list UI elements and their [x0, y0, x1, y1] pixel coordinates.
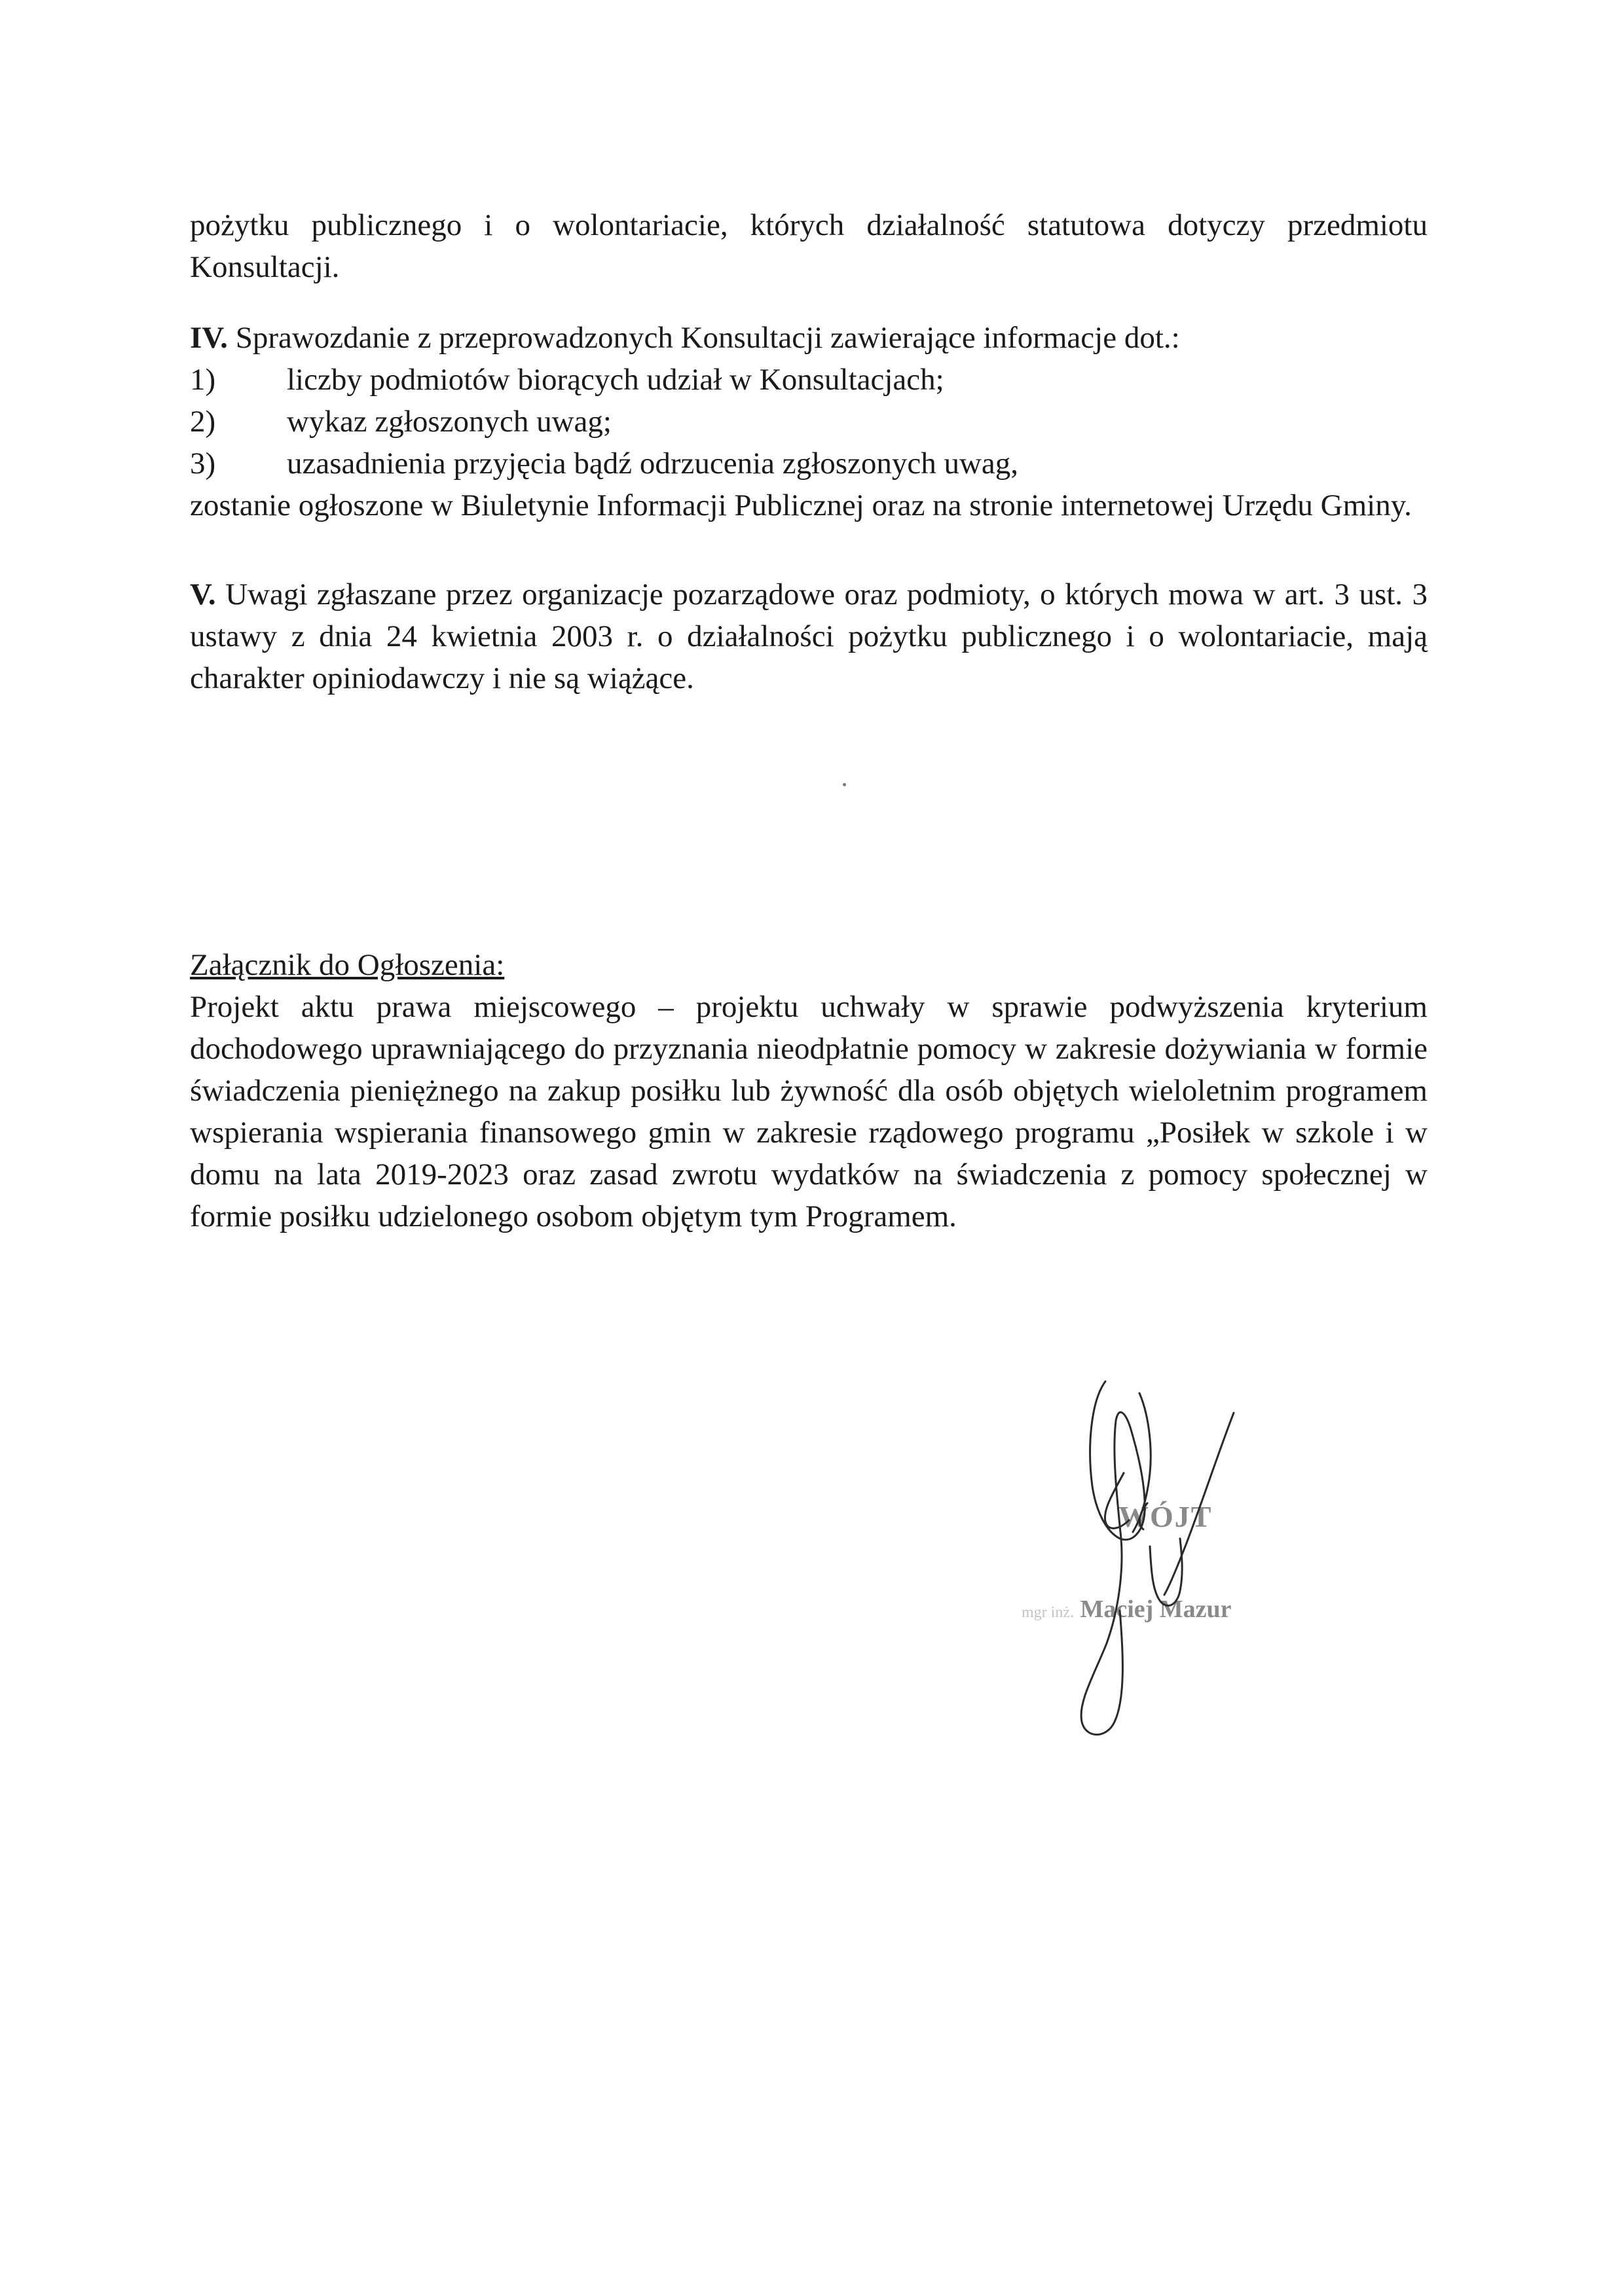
- stray-dot: [843, 783, 846, 786]
- stamp-title: WÓJT: [1118, 1500, 1213, 1533]
- stamp-name-text: Maciej Mazur: [1080, 1595, 1232, 1623]
- section-v-text: Uwagi zgłaszane przez organizacje pozarządowe oraz podmioty, o których mowa w art. 3 ust. 3 ustawy z dnia 24 kwietnia 2003 r. o działalności pożytku publicznego i o wolontariacie, mają charakter opiniodawczy i nie są wiążące.: [190, 577, 1428, 695]
- section-iv-number: IV.: [190, 321, 228, 355]
- section-iv-lead: [190, 317, 1428, 359]
- section-iv: [190, 317, 1428, 526]
- intro-text: pożytku publicznego i o wolontariacie, których działalność statutowa dotyczy przedmiotu Konsultacji.: [190, 208, 1428, 284]
- section-iv-closing: zostanie ogłoszone w Biuletynie Informacji Publicznej oraz na stronie internetowej Urzędu Gminy.: [190, 488, 1412, 522]
- signature-block: [1008, 1375, 1375, 1741]
- intro-paragraph: [190, 204, 1428, 288]
- section-v-number: V.: [190, 577, 216, 611]
- list-item: [190, 443, 1428, 484]
- list-item-text: wykaz zgłoszonych uwag;: [287, 405, 612, 439]
- list-item-number: 1): [190, 363, 216, 397]
- attachment-section: [190, 944, 1428, 1237]
- list-item-text: liczby podmiotów biorących udział w Konsultacjach;: [287, 363, 944, 397]
- section-v: [190, 574, 1428, 699]
- attachment-title: Załącznik do Ogłoszenia:: [190, 948, 505, 982]
- section-iv-lead-text: Sprawozdanie z przeprowadzonych Konsultacji zawierające informacje dot.:: [235, 321, 1180, 355]
- list-item: [190, 401, 1428, 443]
- section-iv-list: [190, 359, 1428, 484]
- stamp-name-prefix: mgr inż.: [1022, 1604, 1074, 1621]
- handwritten-signature: [1008, 1375, 1375, 1741]
- list-item-number: 2): [190, 405, 216, 439]
- list-item: [190, 359, 1428, 401]
- list-item-number: 3): [190, 446, 216, 481]
- list-item-text: uzasadnienia przyjęcia bądź odrzucenia zgłoszonych uwag,: [287, 446, 1019, 481]
- attachment-text: Projekt aktu prawa miejscowego – projektu uchwały w sprawie podwyższenia kryterium dochodowego uprawniającego do przyznania nieodpłatnie pomocy w zakresie dożywiania w formie świadczenia pieniężnego na zakup posiłku lub żywność dla osób objętych wieloletnim programem wspierania wspierania finansowego gmin w zakresie rządowego programu „Posiłek w szkole i w domu na lata 2019-2023 oraz zasad zwrotu wydatków na świadczenia z pomocy społecznej w formie posiłku udzielonego osobom objętym tym Programem.: [190, 990, 1428, 1233]
